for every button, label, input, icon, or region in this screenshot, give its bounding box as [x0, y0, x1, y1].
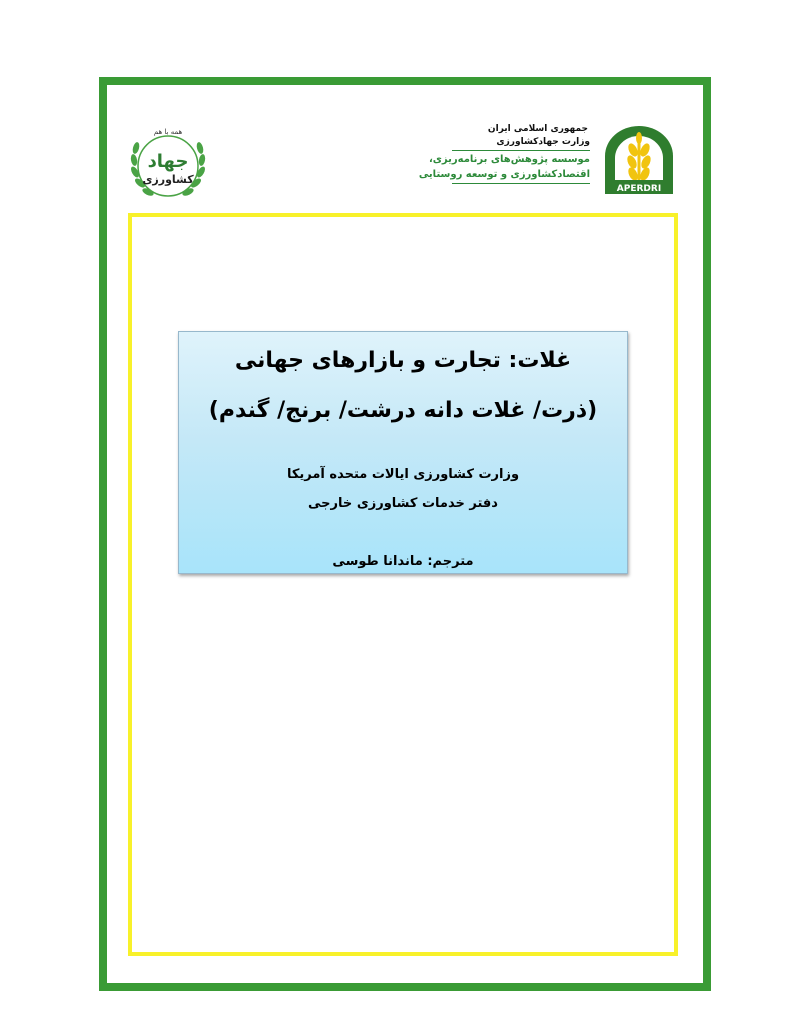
title-box: [178, 331, 628, 574]
institute-line-1: موسسه پژوهش‌های برنامه‌ریزی،: [428, 154, 590, 165]
jahad-logo-main-text: جهاد: [147, 151, 189, 172]
document-title: غلات: تجارت و بازارهای جهانی: [234, 348, 572, 373]
jahad-logo-top-text: همه با هم: [153, 128, 183, 136]
institute-rule-top: [452, 150, 590, 151]
inner-page-border: [128, 213, 678, 956]
ministry-line-2: وزارت جهادکشاورزی: [496, 137, 590, 147]
organization-line-1: وزارت کشاورزی ایالات متحده آمریکا: [286, 467, 520, 482]
jahad-keshavarzi-logo: [124, 120, 212, 204]
aperdri-logo-text: APERDRI: [616, 184, 662, 194]
ministry-header: [418, 123, 590, 185]
jahad-logo-sub-text: کشاورزی: [142, 173, 194, 186]
aperdri-logo: [597, 122, 681, 198]
organization-line-2: دفتر خدمات کشاورزی خارجی: [308, 496, 498, 511]
ministry-line-1: جمهوری اسلامی ایران: [487, 124, 588, 134]
institute-line-2: اقتصادکشاورزی و توسعه روستایی: [418, 169, 590, 180]
translator-credit: مترجم: ماندانا طوسی: [332, 554, 474, 569]
institute-rule-bottom: [452, 183, 590, 184]
document-subtitle: (ذرت/ غلات دانه درشت/ برنج/ گندم): [208, 398, 598, 423]
